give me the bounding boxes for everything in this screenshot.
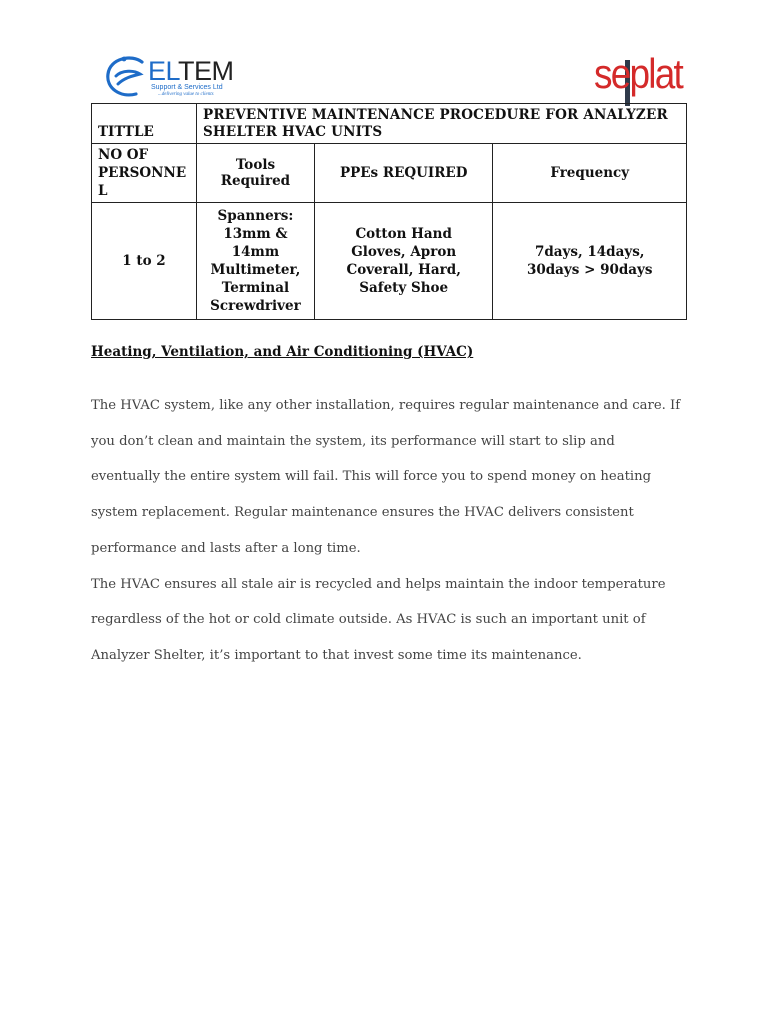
- procedure-table: [91, 103, 687, 320]
- frequency-value: 7days, 14days, 30days > 90days: [493, 203, 687, 320]
- tools-header: Tools Required: [196, 144, 314, 203]
- section-heading: Heating, Ventilation, and Air Conditioning (HVAC): [91, 344, 474, 360]
- frequency-header: Frequency: [493, 144, 687, 203]
- section-body: [91, 388, 681, 674]
- personnel-value: 1 to 2: [92, 203, 197, 320]
- title-label-cell: TITTLE: [92, 104, 197, 144]
- eltem-wordmark: ELTEM: [148, 56, 234, 86]
- title-row: [92, 104, 687, 144]
- eltem-swirl-icon: [102, 52, 152, 102]
- title-value-cell: PREVENTIVE MAINTENANCE PROCEDURE FOR ANALYZER SHELTER HVAC UNITS: [196, 104, 686, 144]
- seplat-wordmark: seplat: [594, 50, 683, 97]
- eltem-logo: [102, 52, 242, 102]
- paragraph-1: The HVAC system, like any other installation, requires regular maintenance and care. If you don’t clean and maintain the system, its performance will start to slip and eventually the entire system will fail. This will force you to spend money on heating system replacement. Regular maintenance ensures the HVAC delivers consistent performance and lasts after a long time.: [91, 398, 681, 556]
- seplat-logo: [594, 50, 684, 106]
- ppes-value: Cotton Hand Gloves, Apron Coverall, Hard, Safety Shoe: [314, 203, 493, 320]
- personnel-header: NO OF PERSONNE L: [92, 144, 197, 203]
- eltem-tagline: ...delivering value to clients: [158, 92, 214, 97]
- eltem-subtitle: Support & Services Ltd: [151, 84, 223, 91]
- header-row: [92, 144, 687, 203]
- ppes-header: PPEs REQUIRED: [314, 144, 493, 203]
- tools-value: Spanners: 13mm & 14mm Multimeter, Terminal Screwdriver: [196, 203, 314, 320]
- paragraph-2: The HVAC ensures all stale air is recycled and helps maintain the indoor temperature regardless of the hot or cold climate outside. As HVAC is such an important unit of Analyzer Shelter, it’s important to that invest some time its maintenance.: [91, 576, 666, 663]
- table-row: [92, 203, 687, 320]
